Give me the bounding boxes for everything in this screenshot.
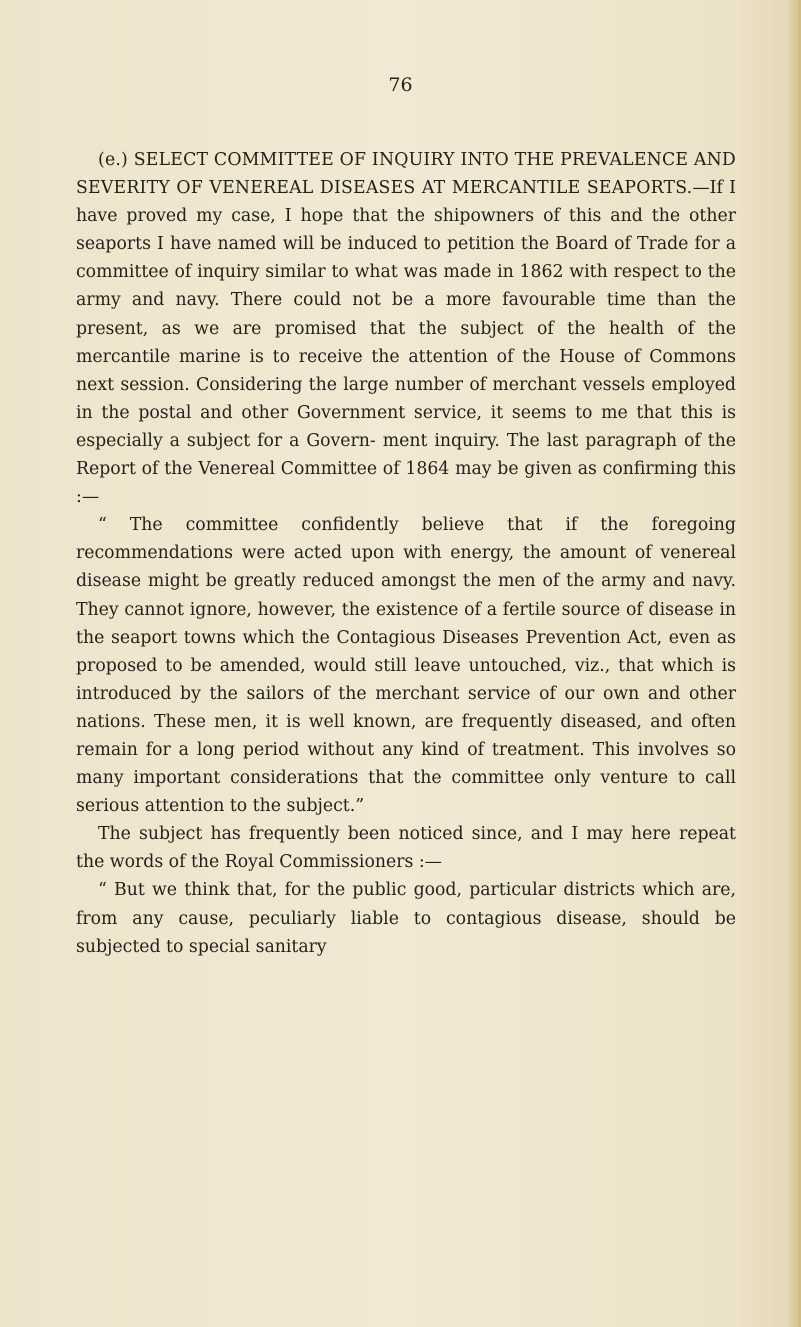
quotation-royal-commissioners: “ But we think that, for the public good, particular districts which are, from any cause, peculiarly liable to contagious disease, should be subjected to special sanitary xyxy=(76,880,736,957)
section-heading: (e.) SELECT COMMITTEE OF INQUIRY INTO THE PREVALENCE AND SEVERITY OF VENEREAL DISEASES AT MERCANTILE SEAPORTS. xyxy=(76,150,736,199)
page-edge-shadow xyxy=(787,0,801,1327)
body-text xyxy=(76,146,736,961)
paragraph-heading xyxy=(76,146,736,511)
paragraph-body: —If I have proved my case, I hope that the shipowners of this and the other seaports I have named will be induced to petition the Board of Trade for a committee of inquiry similar to what was made in 1862 with respect to the army and navy. There could not be a more favourable time than the present, as we are promised that the subject of the health of the mercantile marine is to receive the attention of the House of Commons next session. Considering the large number of merchant vessels employed in the postal and other Government service, it seems to me that this is especially a subject for a Govern- ment inquiry. The last paragraph of the Report of the Venereal Committee of 1864 may be given as confirming this :— xyxy=(76,178,736,508)
paragraph-subject: The subject has frequently been noticed since, and I may here repeat the words of the Royal Commissioners :— xyxy=(76,824,736,873)
quotation-committee: “ The committee confidently believe that if the foregoing recommendations were acted upon with energy, the amount of venereal disease might be greatly reduced amongst the men of the army and navy. They cannot ignore, however, the existence of a fertile source of disease in the seaport towns which the Contagious Diseases Prevention Act, even as proposed to be amended, would still leave untouched, viz., that which is introduced by the sailors of the merchant service of our own and other nations. These men, it is well known, are frequently diseased, and often remain for a long period without any kind of treatment. This involves so many important considerations that the committee only venture to call serious attention to the subject.” xyxy=(76,515,736,817)
page-number: 76 xyxy=(388,74,413,96)
